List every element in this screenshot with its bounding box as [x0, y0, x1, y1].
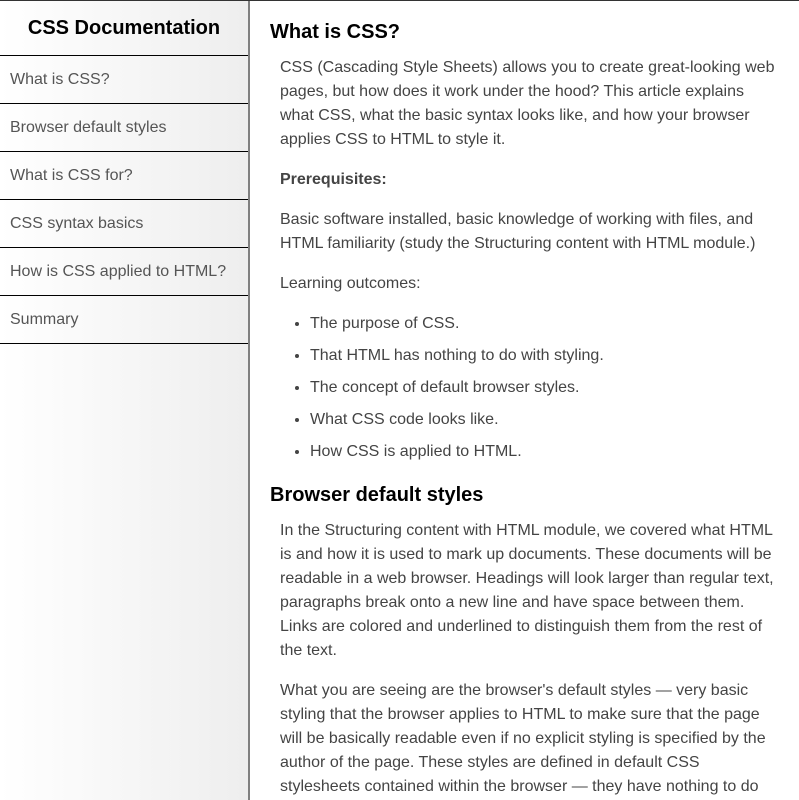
- nav-item-css-syntax-basics[interactable]: CSS syntax basics: [0, 200, 248, 248]
- section-title: What is CSS?: [270, 21, 401, 43]
- list-item: • How CSS is applied to HTML.: [310, 440, 799, 464]
- nav-item-summary[interactable]: Summary: [0, 296, 248, 344]
- nav-list: [0, 56, 248, 344]
- prerequisites-text: Basic software installed, basic knowledge of working with files, and HTML familiarity (study the Structuring content with HTML module.): [280, 211, 756, 252]
- list-item: • The purpose of CSS.: [310, 312, 799, 336]
- nav-item-browser-default-styles[interactable]: Browser default styles: [0, 104, 248, 152]
- intro-paragraph: CSS (Cascading Style Sheets) allows you to create great-looking web pages, but how does it work under the hood? This article explains what CSS, what the basic syntax looks like, and how your browser applies CSS to HTML to style it.: [280, 59, 775, 148]
- sidebar: [0, 1, 250, 800]
- list-item: • What CSS code looks like.: [310, 408, 799, 432]
- nav-item-what-is-css-for[interactable]: What is CSS for?: [0, 152, 248, 200]
- nav-item-what-is-css[interactable]: What is CSS?: [0, 56, 248, 104]
- list-item: • The concept of default browser styles.: [310, 376, 799, 400]
- nav-item-how-css-applied[interactable]: How is CSS applied to HTML?: [0, 248, 248, 296]
- section-title: Browser default styles: [270, 484, 484, 506]
- section-browser-default-styles: [250, 484, 799, 799]
- paragraph: In the Structuring content with HTML module, we covered what HTML is and how it is used to mark up documents. These documents will be readable in a web browser. Headings will look larger than regular text, paragraphs break onto a new line and have space between them. Links are colored and underlined to distinguish them from the rest of the text.: [280, 522, 774, 659]
- section-what-is-css: [250, 21, 799, 464]
- prerequisites-label: Prerequisites:: [280, 171, 387, 188]
- paragraph: What you are seeing are the browser's default styles — very basic styling that the browser applies to HTML to make sure that the page will be basically readable even if no explicit styling is specified by the author of the page. These styles are defined in default CSS stylesheets contained within the browser — they have nothing to do: [280, 682, 766, 795]
- outcomes-label: Learning outcomes:: [280, 275, 421, 292]
- outcomes-list: [280, 312, 799, 464]
- main-content: [250, 1, 799, 800]
- list-item: • That HTML has nothing to do with styling.: [310, 344, 799, 368]
- sidebar-title: CSS Documentation: [0, 1, 248, 56]
